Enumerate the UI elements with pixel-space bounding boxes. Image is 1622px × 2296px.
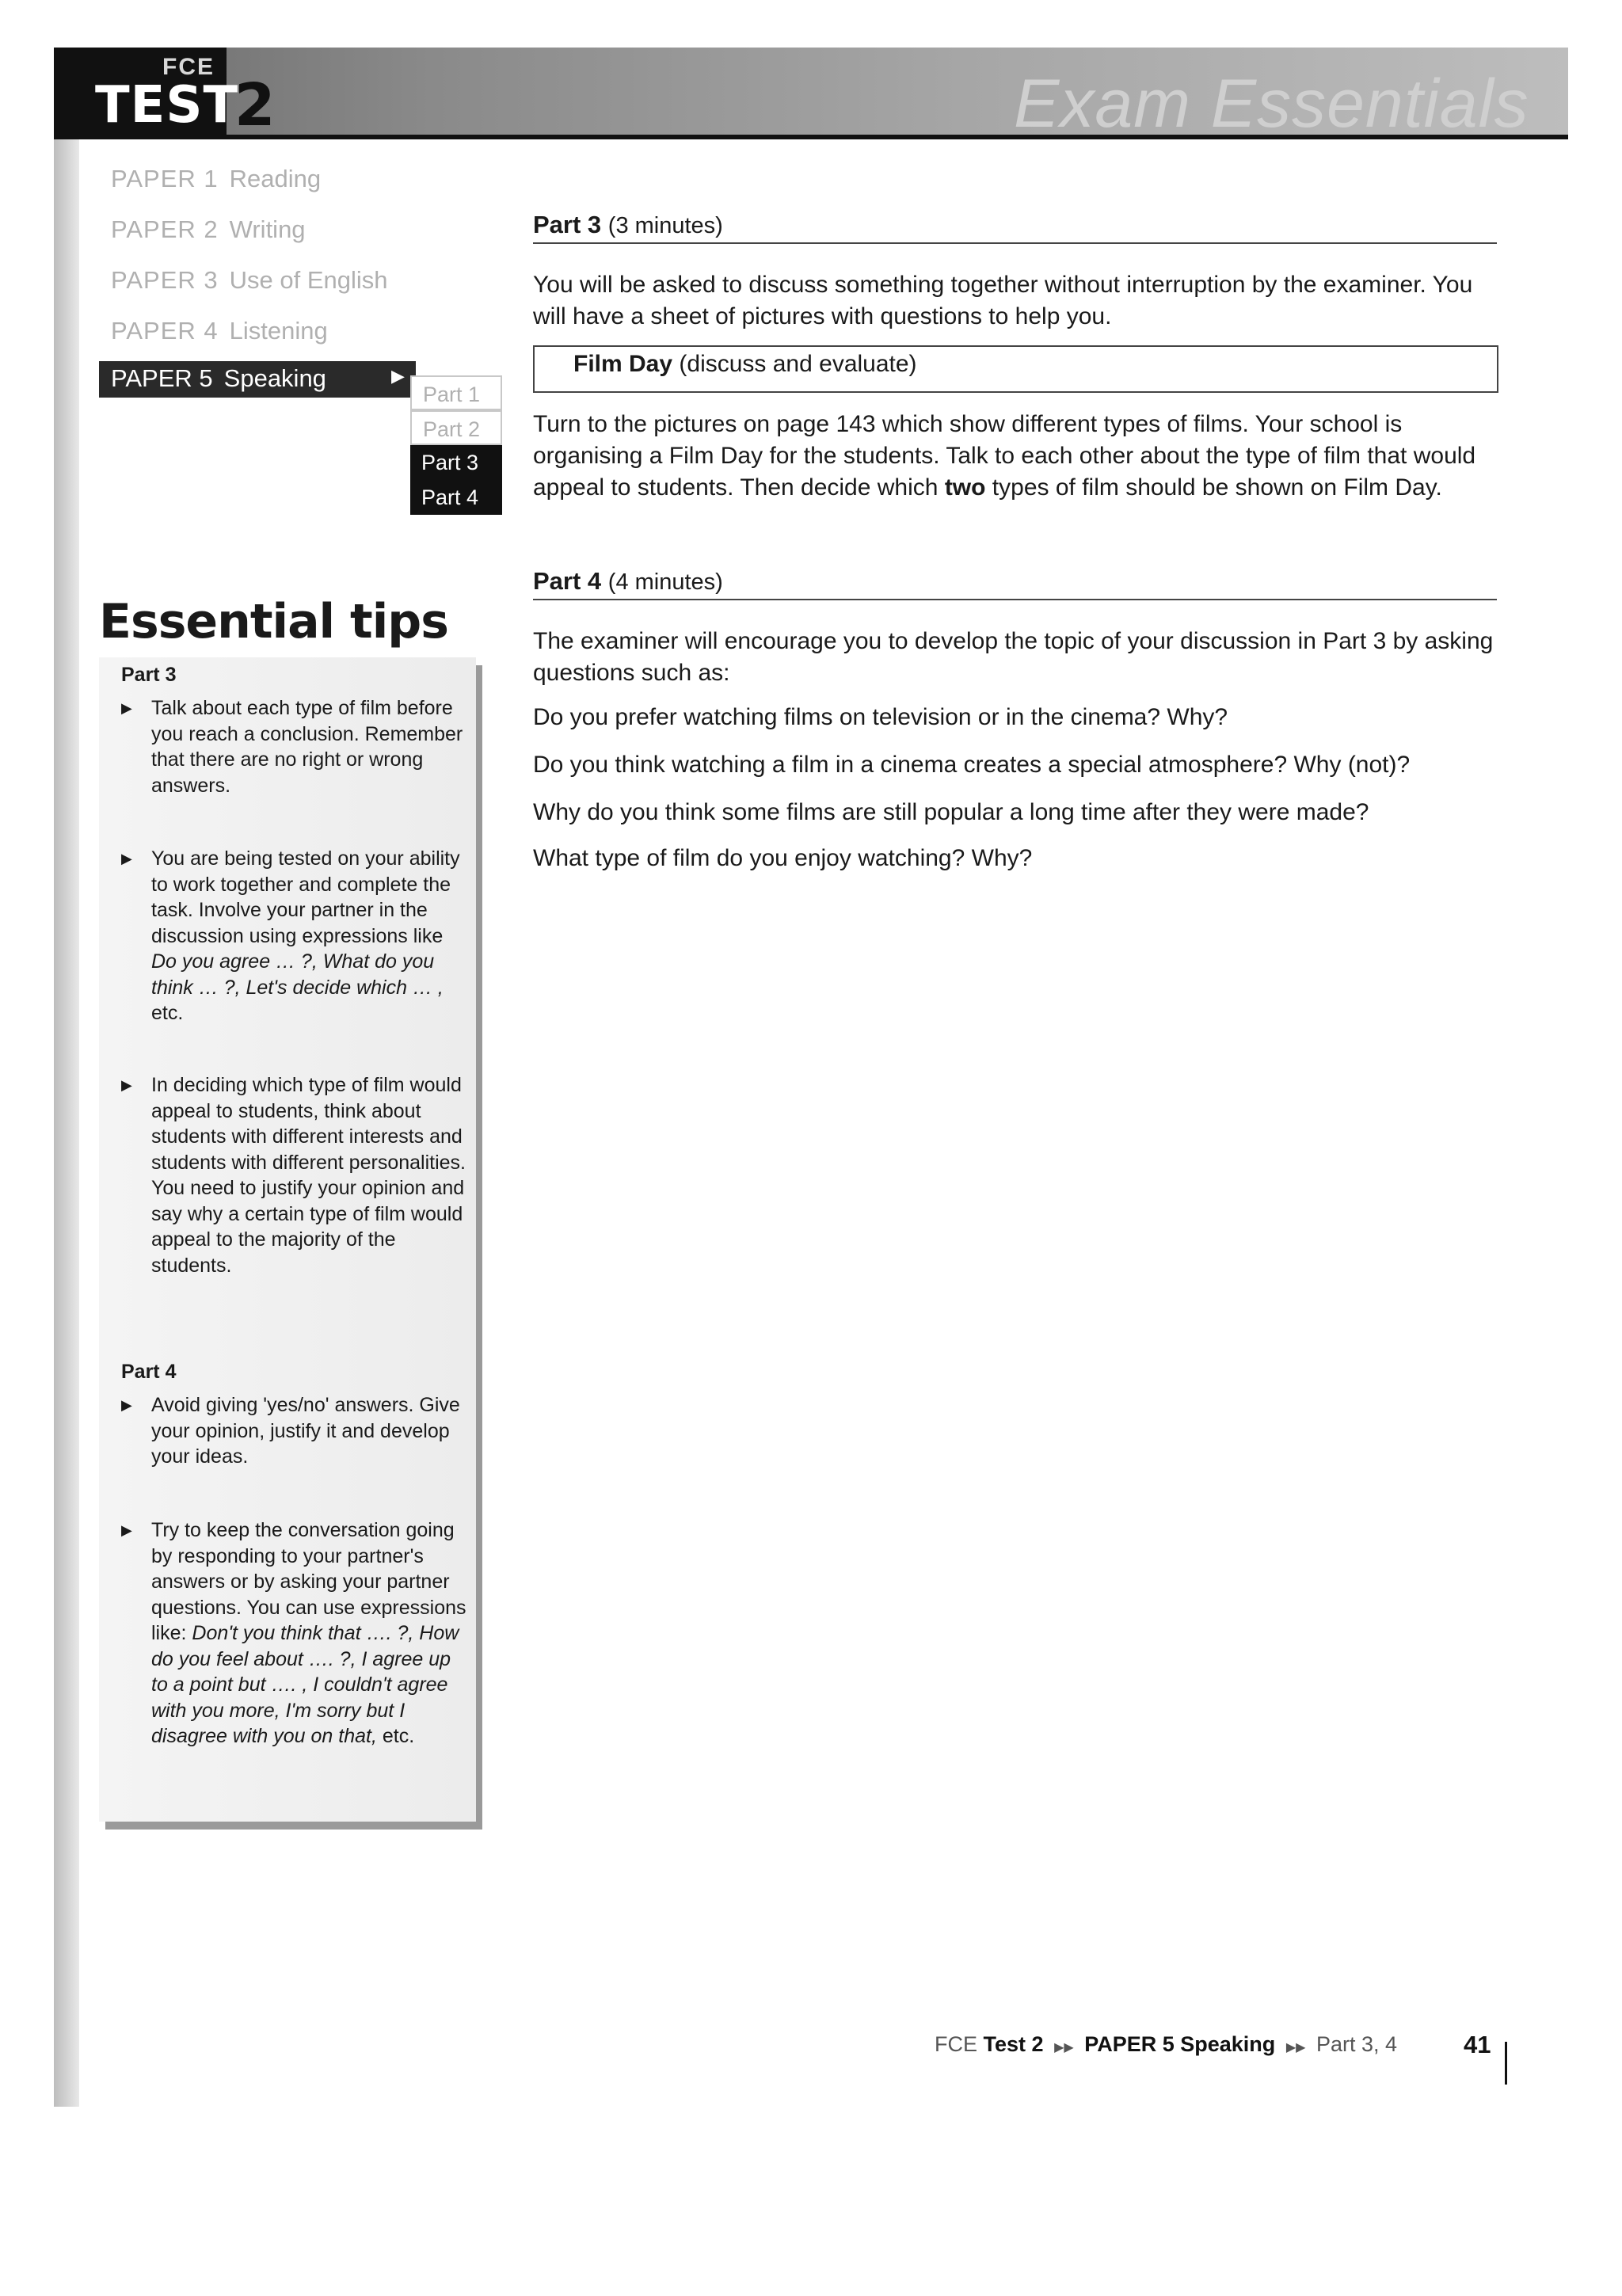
task-heading	[573, 351, 917, 378]
paper-number: PAPER 3	[111, 266, 219, 294]
question-item: Do you prefer watching films on television or in the cinema? Why?	[533, 704, 1228, 730]
tip-text: In deciding which type of film would appeal to students, think about students with different interests and students with different personalities. You need to justify your opinion and say why a certain type of film would appeal to the majority of the students.	[151, 1074, 466, 1277]
nav-part-2: Part 2	[410, 410, 502, 445]
paper-name: Speaking	[223, 364, 326, 392]
tip-text	[121, 1517, 470, 1750]
logo-fce: FCE	[162, 54, 215, 80]
nav-paper-3	[111, 266, 388, 295]
nav-part-4: Part 4	[410, 480, 502, 515]
tip-text-end: etc.	[376, 1725, 415, 1747]
tip-text-end: etc.	[151, 1002, 184, 1024]
paper-name: Writing	[229, 215, 306, 243]
double-arrow-icon: ▶▶	[1054, 2041, 1074, 2054]
footer-parts: Part 3, 4	[1315, 2032, 1397, 2056]
paper-name: Listening	[229, 317, 328, 345]
nav-paper-5	[111, 364, 326, 393]
paper-number: PAPER 2	[111, 215, 219, 243]
tip-text-italic: Do you agree … ?, What do you think … ?, Let's decide which … ,	[151, 950, 444, 999]
question-item: What type of film do you enjoy watching? Why?	[533, 845, 1033, 871]
footer-breadcrumb	[935, 2032, 1397, 2057]
paper-name: Reading	[229, 165, 322, 192]
question-item: Why do you think some films are still popular a long time after they were made?	[533, 799, 1369, 825]
footer-speaking: Speaking	[1180, 2032, 1276, 2056]
paper-name: Use of English	[229, 266, 388, 294]
task-text-a: Turn to the pictures on page 143 which show different types of films. Your school is organising a Film Day for the students. Talk to each other about the type of film that would appeal to students. Then decide which	[533, 411, 1476, 501]
tip-item	[121, 1517, 470, 1750]
tip-text-plain: You are being tested on your ability to work together and complete the task. Involve your partner in the discussion using expressions like	[151, 847, 460, 947]
tips-heading: Essential tips	[99, 594, 448, 649]
bullet-icon: ▶	[121, 1522, 132, 1538]
page-number: 41	[1464, 2031, 1491, 2058]
page-number-bar	[1505, 2042, 1507, 2085]
tip-text-italic: Don't you think that …. ?, How do you feel about …. ?, I agree up to a point but …. , I couldn't agree with you more, I'm sorry but I disagree with you on that,	[151, 1622, 459, 1747]
bullet-icon: ▶	[121, 851, 132, 866]
nav-part-3: Part 3	[410, 445, 502, 480]
part3-title	[533, 211, 1497, 244]
nav-paper-4	[111, 317, 328, 345]
task-instructions	[533, 409, 1497, 504]
task-text-b: types of film should be shown on Film Day.	[985, 474, 1442, 501]
arrow-right-icon: ▶	[391, 366, 405, 386]
footer-paper: PAPER 5	[1084, 2032, 1175, 2056]
part4-label: Part 4	[533, 567, 602, 595]
logo-test: TEST	[95, 76, 239, 135]
tip-item	[121, 1392, 470, 1470]
tip-text: Avoid giving 'yes/no' answers. Give your opinion, justify it and develop your ideas.	[151, 1394, 460, 1468]
paper-number: PAPER 5	[111, 364, 213, 392]
part4-intro: The examiner will encourage you to develop the topic of your discussion in Part 3 by asking questions such as:	[533, 628, 1494, 686]
tip-item	[121, 1072, 470, 1278]
tips-part4-label: Part 4	[121, 1361, 177, 1383]
task-text-bold: two	[944, 474, 986, 501]
nav-paper-1	[111, 165, 321, 193]
paper-number: PAPER 1	[111, 165, 219, 192]
part4-title	[533, 567, 1497, 600]
part4-duration: (4 minutes)	[607, 569, 723, 595]
bullet-icon: ▶	[121, 700, 132, 716]
task-subtitle: (discuss and evaluate)	[679, 351, 917, 377]
part3-label: Part 3	[533, 211, 602, 238]
left-margin-strip	[54, 139, 79, 2107]
part3-intro: You will be asked to discuss something together without interruption by the examiner. You will have a sheet of pictures with questions to help you.	[533, 272, 1473, 329]
footer-fce: FCE	[935, 2032, 977, 2056]
nav-part-1: Part 1	[410, 375, 502, 410]
tip-item	[121, 695, 470, 798]
double-arrow-icon: ▶▶	[1285, 2041, 1306, 2054]
task-title: Film Day	[573, 351, 673, 377]
tip-text-plain: Try to keep the conversation going by responding to your partner's answers or by asking your partner questions. You can use expressions like:	[151, 1519, 466, 1644]
tip-item	[121, 846, 470, 1026]
tips-part3-label: Part 3	[121, 664, 177, 686]
tip-text: Talk about each type of film before you reach a conclusion. Remember that there are no right or wrong answers.	[151, 697, 463, 797]
section-title: Exam Essentials	[1014, 66, 1529, 142]
logo-test-number: 2	[234, 71, 276, 139]
question-item: Do you think watching a film in a cinema creates a special atmosphere? Why (not)?	[533, 752, 1411, 778]
tip-text	[121, 846, 470, 1026]
nav-paper-2	[111, 215, 306, 244]
footer-test: Test 2	[983, 2032, 1044, 2056]
part3-duration: (3 minutes)	[607, 213, 723, 238]
bullet-icon: ▶	[121, 1397, 132, 1413]
bullet-icon: ▶	[121, 1077, 132, 1093]
paper-number: PAPER 4	[111, 317, 219, 345]
